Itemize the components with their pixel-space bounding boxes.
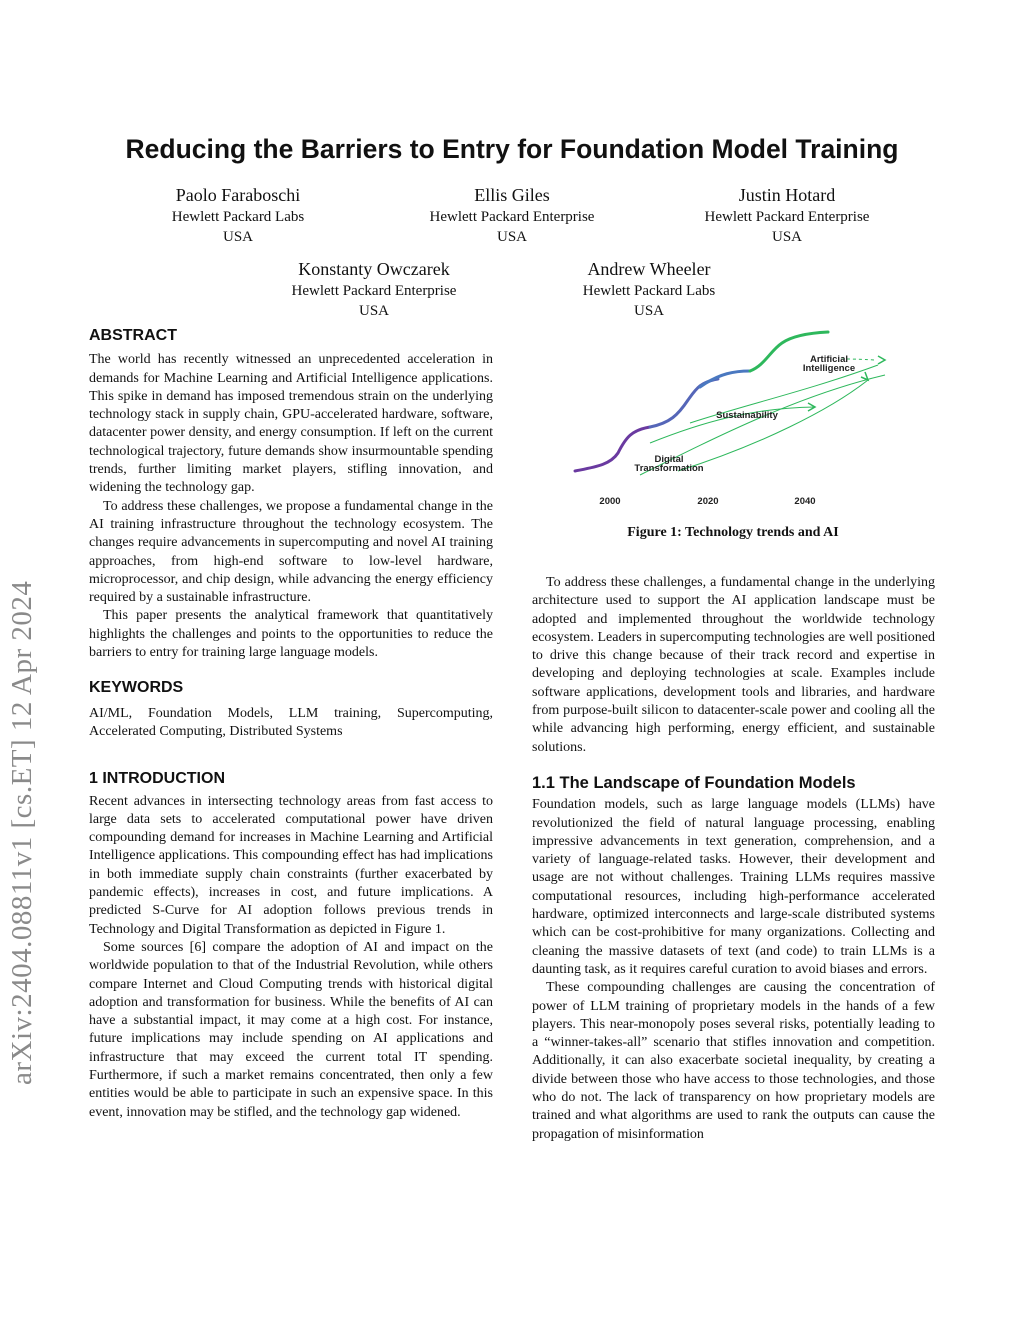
author-name: Ellis Giles: [474, 185, 550, 205]
arrowhead: [861, 372, 868, 380]
sustainability-label: Sustainability: [716, 410, 778, 421]
author-name: Konstanty Owczarek: [298, 259, 450, 279]
digital-label-line1: Digital: [654, 454, 684, 465]
section-heading: 1.1 The Landscape of Foundation Models: [532, 773, 856, 792]
author-block: [637, 183, 937, 247]
figure-caption: Figure 1: Technology trends and AI: [627, 525, 839, 540]
technology-trends-figure: [560, 325, 910, 510]
left-column: [89, 327, 493, 1122]
sustainability-curve: [700, 371, 750, 387]
author-name: Paolo Faraboschi: [175, 185, 301, 205]
right-column: [532, 574, 935, 1144]
ai-label-line1: Artificial: [809, 354, 849, 365]
body-paragraph: These compounding challenges are causing the concentration of power of LLM training of proprietary models in the hands of a few players. This near-monopoly poses several risks, potentially leading to a “winner-takes-all” scenario that stifles innovation and competition. Additionally, it can also exacerbate societal inequality, by creating a divide between those who have access to those technologies, and those who do not. The lack of transparency on how proprietary models are trained and what algorithms are used to rank the outputs can cause the propagation of misinformation: [532, 980, 935, 1142]
year-label: 2000: [599, 496, 621, 507]
intro-paragraph: Recent advances in intersecting technology areas from fast access to large data sets to accelerated computational power have driven compounding demand for increases in Machine Learning and Artificial Intelligence applications. This compounding effect has had implications in both immediate supply chain constraints (further exacerbated by pandemic effects), increases in cost, and future implications. A predicted S-Curve for AI adoption follows previous trends in Technology and Digital Transformation as depicted in Figure 1.: [89, 793, 493, 937]
abstract-paragraph: This paper presents the analytical framework that quantitatively highlights the challenges and points to the opportunities to reduce the barriers to entry for training large language models.: [89, 608, 493, 661]
arrowhead: [878, 356, 885, 364]
intro-paragraph: Some sources [6] compare the adoption of AI and impact on the worldwide population to that of the Industrial Revolution, while others compare Internet and Cloud Computing trends with historical digital adoption and transformation for business. While the benefits of AI can have a substantial impact, it may come at a high cost. For instance, future implications may include spending on AI applications and infrastructure that may exceed the current total IT spending. Furthermore, if such a market remains concentrated, then only a few entities would be able to participate in such an expensive space. In this event, innovation may be stifled, and the technology gap widened.: [89, 939, 493, 1120]
author-country: USA: [222, 229, 253, 245]
keywords-heading: KEYWORDS: [89, 679, 184, 697]
author-name: Andrew Wheeler: [587, 259, 711, 279]
author-affiliation: Hewlett Packard Enterprise: [291, 283, 457, 299]
author-block: [362, 183, 662, 247]
author-block: [224, 257, 524, 321]
author-name: Justin Hotard: [738, 185, 836, 205]
author-affiliation: Hewlett Packard Labs: [582, 283, 716, 299]
author-affiliation: Hewlett Packard Labs: [171, 209, 305, 225]
body-paragraph: Foundation models, such as large language models (LLMs) have revolutionized the field of natural language processing, enabling impressive advancements in text generation, comprehension, and a variety of language-related tasks. However, their development and usage are not without challenges. Training LLMs requires massive computational resources, including high-performance accelerated hardware, optimized interconnects and large-scale distributed systems which can be cost-prohibitive for many organizations. Collecting and cleaning the massive datasets of text (and code) to train LLMs is a daunting task, as it requires careful curation to avoid biases and errors.: [532, 797, 935, 977]
year-label: 2020: [697, 496, 719, 507]
paper-title: Reducing the Barriers to Entry for Foundation Model Training: [125, 134, 899, 164]
author-country: USA: [358, 303, 389, 319]
digital-label-line2: Transformation: [634, 463, 704, 474]
author-affiliation: Hewlett Packard Enterprise: [429, 209, 595, 225]
abstract-paragraph: To address these challenges, we propose a fundamental change in the AI training infrastructure throughout the technology ecosystem. The changes require advancements in supercomputing and novel AI training approaches, from high-end software to low-level hardware, microprocessor, and chip design, while advancing the energy efficiency required by a sustainable infrastructure.: [89, 498, 493, 606]
ai-label-line2: Intelligence: [802, 363, 856, 374]
author-affiliation: Hewlett Packard Enterprise: [704, 209, 870, 225]
arxiv-identifier: arXiv:2404.08811v1 [cs.ET] 12 Apr 2024: [6, 580, 38, 1085]
keywords-text: AI/ML, Foundation Models, LLM training, Supercomputing, Accelerated Computing, Distributed Systems: [89, 705, 493, 739]
transition-curve: [650, 379, 718, 427]
introduction-heading: 1 INTRODUCTION: [89, 770, 225, 788]
year-label: 2040: [794, 496, 816, 507]
author-country: USA: [496, 229, 527, 245]
body-paragraph: To address these challenges, a fundamental change in the underlying architecture used to support the AI application landscape must be adopted and implemented throughout the worldwide technology ecosystem. Leaders in supercomputing technologies are well positioned to drive this change because of their track record and expertise in developing and deploying technologies at scale. Examples include software applications, development tools and libraries, and hardware from purpose-built silicon to datacenter-scale power and cooling all the while advancing high performing, energy efficient, and sustainable solutions.: [532, 575, 935, 755]
abstract-paragraph: The world has recently witnessed an unprecedented acceleration in demands for Machine Learning and Artificial Intelligence applications. This spike in demand has imposed tremendous strain on the underlying technology stack in supply chain, GPU-accelerated hardware, software, datacenter power density, and energy consumption. If left on the current technological trajectory, future demands show insurmountable spending trends, further limiting market players, stifling innovation, and widening the technology gap.: [89, 352, 493, 496]
arrow-curve: [678, 380, 868, 471]
author-country: USA: [633, 303, 664, 319]
author-country: USA: [771, 229, 802, 245]
author-block: [88, 183, 388, 247]
author-block: [499, 257, 799, 321]
abstract-heading: ABSTRACT: [89, 327, 177, 344]
